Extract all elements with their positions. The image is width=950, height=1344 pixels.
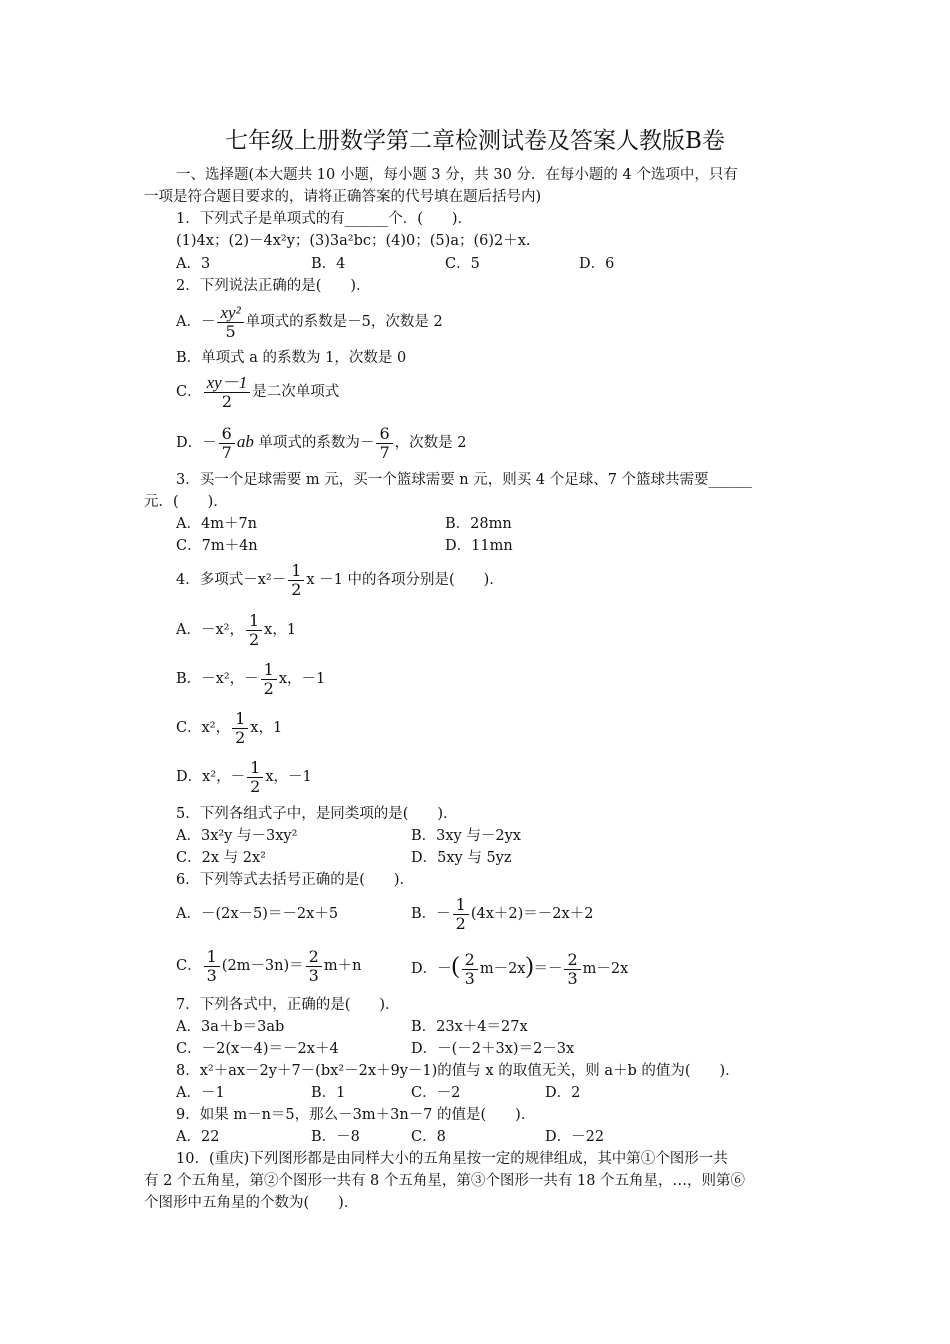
fraction [453, 896, 469, 933]
question-5-stem: 5．下列各组式子中，是同类项的是( )． [176, 806, 458, 822]
option-label: A．－ [176, 314, 216, 330]
option-c [176, 708, 282, 748]
option-text: B．－ [411, 906, 451, 922]
stem-text: 4．多项式－x²－ [176, 572, 287, 588]
option-d: D．11mn [445, 538, 513, 554]
denominator: 2 [291, 579, 302, 599]
question-4-stem [176, 560, 504, 600]
numerator: 2 [462, 951, 478, 970]
question-10-stem: 10．(重庆)下列图形都是由同样大小的五角星按一定的规律组成，其中第①个图形一共 [176, 1151, 728, 1167]
option-text: ，次数是 2 [394, 435, 467, 451]
option-b: B．1 [311, 1085, 346, 1101]
option-b: B．4 [311, 256, 346, 272]
numerator: 6 [219, 425, 235, 444]
option-label: C． [176, 384, 202, 400]
fraction [247, 759, 263, 796]
option-b: B．23x＋4＝27x [411, 1019, 528, 1035]
numerator: 6 [376, 425, 392, 444]
option-text: x，－1 [265, 769, 312, 785]
option-d: D．6 [579, 256, 615, 272]
option-c: C．2x 与 2x² [176, 850, 266, 866]
option-text: B．－x²，－ [176, 671, 259, 687]
option-c: C．7m＋4n [176, 538, 258, 554]
option-text: 单项式的系数为－ [258, 435, 375, 451]
fraction [219, 425, 235, 462]
variable: ab [236, 432, 254, 451]
option-text: C． [176, 958, 202, 974]
option-label: D．－ [176, 435, 217, 451]
denominator: 3 [206, 965, 217, 985]
denominator: 2 [221, 391, 232, 411]
option-text: C．x²， [176, 720, 231, 736]
fraction [306, 948, 322, 985]
option-c: C．－2(x－4)＝－2x＋4 [176, 1041, 339, 1057]
section-intro-line: 一、选择题(本大题共 10 小题，每小题 3 分，共 30 分．在每小题的 4 个选项中，只有 [176, 167, 738, 183]
option-d [176, 422, 466, 463]
denominator: 7 [221, 442, 232, 462]
option-text: 单项式的系数是－5，次数是 2 [245, 314, 443, 330]
denominator: 2 [250, 776, 261, 796]
option-text: A．－x²， [176, 622, 244, 638]
denominator: 2 [235, 727, 246, 747]
question-10-stem: 有 2 个五角星，第②个图形一共有 8 个五角星，第③个图形一共有 18 个五角星，…，则第⑥ [144, 1173, 746, 1189]
denominator: 3 [567, 968, 578, 988]
numerator: 1 [261, 661, 277, 680]
question-7-stem: 7．下列各式中，正确的是( )． [176, 997, 400, 1013]
left-paren-icon: ( [451, 953, 460, 979]
numerator: 1 [232, 710, 248, 729]
section-intro-line: 一项是符合题目要求的，请将正确答案的代号填在题后括号内) [144, 189, 542, 205]
option-d [411, 946, 628, 989]
option-text: (4x＋2)＝－2x＋2 [470, 906, 594, 922]
option-text: m＋n [323, 958, 362, 974]
option-b: B．3xy 与－2yx [411, 828, 521, 844]
option-text: D．x²，－ [176, 769, 246, 785]
option-text: (2m－3n)＝ [221, 958, 304, 974]
option-d: D．－(－2＋3x)＝2－3x [411, 1041, 575, 1057]
option-d: D．5xy 与 5yz [411, 850, 512, 866]
option-text: x，1 [250, 720, 283, 736]
numerator: 1 [247, 759, 263, 778]
fraction [217, 304, 243, 341]
denominator: 3 [308, 965, 319, 985]
question-8-stem: 8．x²＋ax－2y＋7－(bx²－2x＋9y－1)的值与 x 的取值无关，则 a＋b 的值为( )． [176, 1063, 740, 1079]
option-text: x，－1 [278, 671, 326, 687]
numerator: 2 [306, 948, 322, 967]
denominator: 2 [248, 629, 260, 649]
fraction [376, 425, 392, 462]
option-text: x，1 [264, 622, 297, 638]
question-9-stem: 9．如果 m－n＝5，那么－3m＋3n－7 的值是( )． [176, 1107, 536, 1123]
fraction [261, 661, 277, 698]
option-a: A．－(2x－5)＝－2x＋5 [176, 906, 339, 922]
option-a: A．4m＋7n [176, 516, 258, 532]
option-c: C．－2 [411, 1085, 461, 1101]
option-c: C．8 [411, 1129, 446, 1145]
option-d: D．－22 [545, 1129, 605, 1145]
option-c [176, 372, 339, 412]
numerator: 1 [204, 948, 220, 967]
option-a: A．3x²y 与－3xy² [176, 828, 298, 844]
question-3-stem: 3．买一个足球需要 m 元，买一个篮球需要 n 元，则买 4 个足球、7 个篮球共需要______ [176, 472, 753, 488]
option-a [176, 610, 296, 650]
denominator: 5 [225, 321, 236, 341]
option-text: D．－ [411, 961, 452, 977]
page-title: 七年级上册数学第二章检测试卷及答案人教版B卷 [225, 128, 725, 154]
denominator: 2 [455, 913, 466, 933]
question-10-stem: 个图形中五角星的个数为( )． [144, 1195, 359, 1211]
numerator: 1 [246, 612, 262, 631]
option-b: B．－8 [311, 1129, 360, 1145]
numerator: xy－1 [204, 374, 251, 393]
numerator: xy² [217, 304, 243, 323]
option-b [176, 659, 325, 699]
numerator: 1 [453, 896, 469, 915]
denominator: 7 [379, 442, 390, 462]
fraction [462, 951, 478, 988]
stem-text: x －1 中的各项分别是( )． [306, 572, 504, 588]
option-a: A．3 [176, 256, 211, 272]
question-1-items: (1)4x；(2)－4x²y；(3)3a²bc；(4)0；(5)a；(6)2＋x. [176, 233, 531, 249]
denominator: 2 [263, 678, 274, 698]
option-d [176, 757, 312, 797]
denominator: 3 [464, 968, 475, 988]
option-a [176, 302, 443, 342]
option-c: C．5 [445, 256, 480, 272]
fraction [288, 562, 304, 599]
numerator: 2 [564, 951, 580, 970]
option-text: ＝－ [533, 961, 563, 977]
question-6-stem: 6．下列等式去括号正确的是( )． [176, 872, 415, 888]
option-c [176, 946, 361, 986]
numerator: 1 [288, 562, 304, 581]
option-d: D．2 [545, 1085, 581, 1101]
fraction [232, 710, 248, 747]
fraction [564, 951, 580, 988]
question-2-stem: 2．下列说法正确的是( )． [176, 278, 371, 294]
fraction [246, 612, 262, 649]
fraction [204, 374, 251, 411]
option-text: 是二次单项式 [252, 384, 340, 400]
option-b: B．28mn [445, 516, 512, 532]
option-a: A．3a＋b＝3ab [176, 1019, 285, 1035]
question-1-stem: 1．下列式子是单项式的有______个．( )． [176, 211, 473, 227]
right-paren-icon: ) [525, 953, 534, 979]
option-b [411, 894, 593, 934]
option-a: A．－1 [176, 1085, 225, 1101]
option-text: m－2x [582, 961, 629, 977]
option-a: A．22 [176, 1129, 220, 1145]
option-b: B．单项式 a 的系数为 1，次数是 0 [176, 350, 407, 366]
fraction [204, 948, 220, 985]
question-3-stem: 元．( )． [144, 494, 228, 510]
option-text: m－2x [479, 961, 526, 977]
